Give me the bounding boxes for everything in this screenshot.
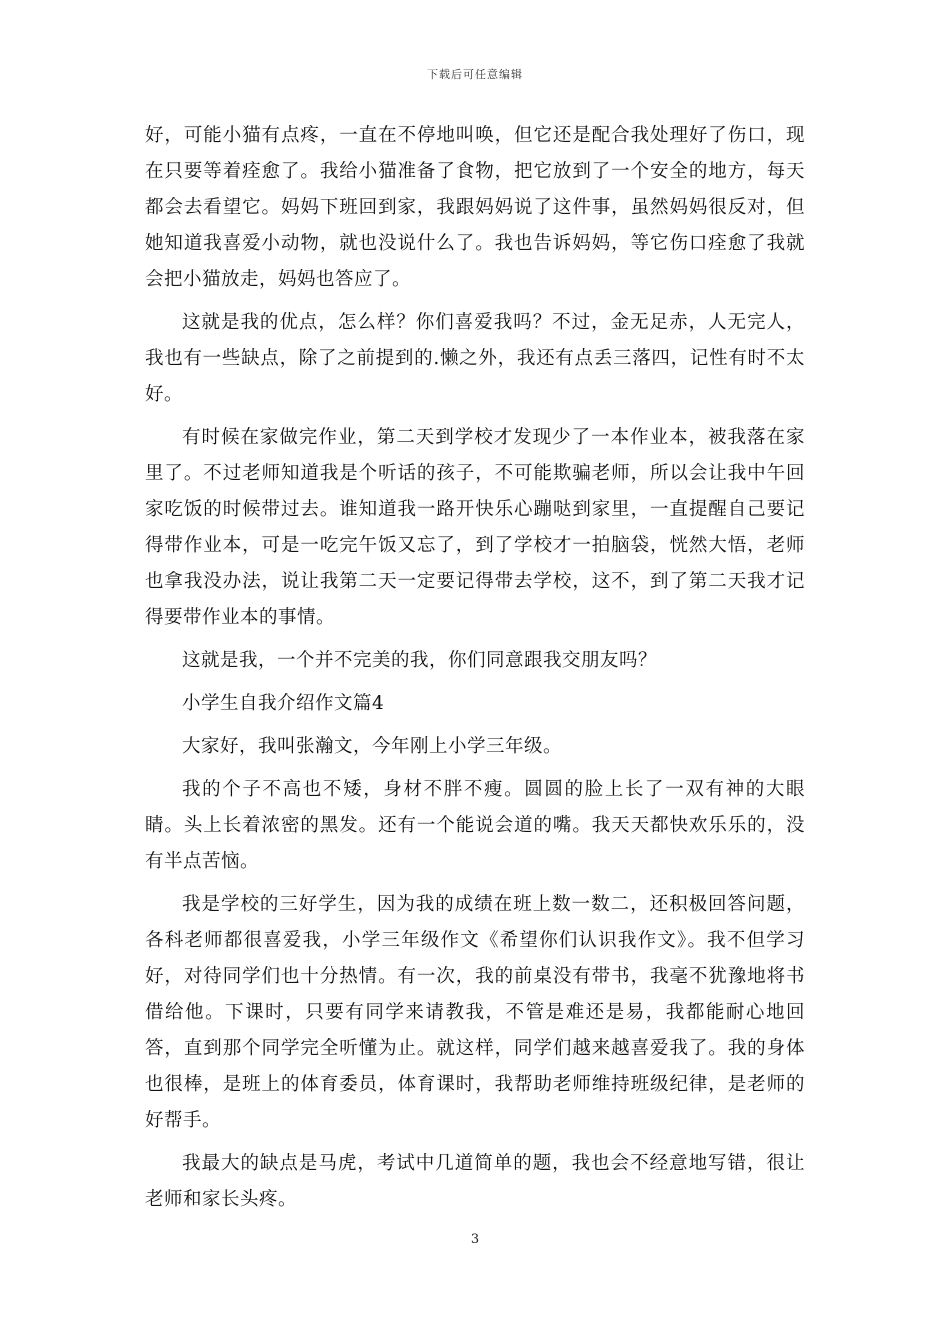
paragraph: 这就是我的优点，怎么样？你们喜爱我吗？不过，金无足赤，人无完人，我也有一些缺点，除了之前提到的.懒之外，我还有点丢三落四，记性有时不太好。 [145, 312, 805, 405]
paragraph: 我最大的缺点是马虎，考试中几道简单的题，我也会不经意地写错，很让老师和家长头疼。 [145, 1153, 805, 1210]
paragraph: 大家好，我叫张瀚文，今年刚上小学三年级。 [182, 736, 563, 757]
paragraph: 好，可能小猫有点疼，一直在不停地叫唤，但它还是配合我处理好了伤口，现在只要等着痊愈了。我给小猫准备了食物，把它放到了一个安全的地方，每天都会去看望它。妈妈下班回到家，我跟妈妈说了这件事，虽然妈妈很反对，但她知道我喜爱小动物，就也没说什么了。我也告诉妈妈，等它伤口痊愈了我就会把小猫放走，妈妈也答应了。 [145, 125, 805, 290]
paragraph: 这就是我，一个并不完美的我，你们同意跟我交朋友吗？ [182, 650, 658, 671]
paragraph: 我是学校的三好学生，因为我的成绩在班上数一数二，还积极回答问题，各科老师都很喜爱我，小学三年级作文《希望你们认识我作文》。我不但学习好，对待同学们也十分热情。有一次，我的前桌没有带书，我毫不犹豫地将书借给他。下课时，只要有同学来请教我，不管是难还是易，我都能耐心地回答，直到那个同学完全听懂为止。就这样，同学们越来越喜爱我了。我的身体也很棒，是班上的体育委员，体育课时，我帮助老师维持班级纪律，是老师的好帮手。 [145, 894, 805, 1131]
header-note: 下载后可任意编辑 [427, 68, 523, 81]
section-heading: 小学生自我介绍作文篇4 [182, 693, 385, 714]
document-body [145, 118, 805, 1225]
page-number: 3 [470, 1232, 480, 1247]
paragraph: 有时候在家做完作业，第二天到学校才发现少了一本作业本，被我落在家里了。不过老师知道我是个听话的孩子，不可能欺骗老师，所以会让我中午回家吃饭的时候带过去。谁知道我一路开快乐心蹦哒到家里，一直提醒自己要记得带作业本，可是一吃完午饭又忘了，到了学校才一拍脑袋，恍然大悟，老师也拿我没办法，说让我第二天一定要记得带去学校，这不，到了第二天我才记得要带作业本的事情。 [145, 427, 805, 628]
paragraph: 我的个子不高也不矮，身材不胖不瘦。圆圆的脸上长了一双有神的大眼睛。头上长着浓密的黑发。还有一个能说会道的嘴。我天天都快欢乐乐的，没有半点苦恼。 [145, 779, 805, 872]
